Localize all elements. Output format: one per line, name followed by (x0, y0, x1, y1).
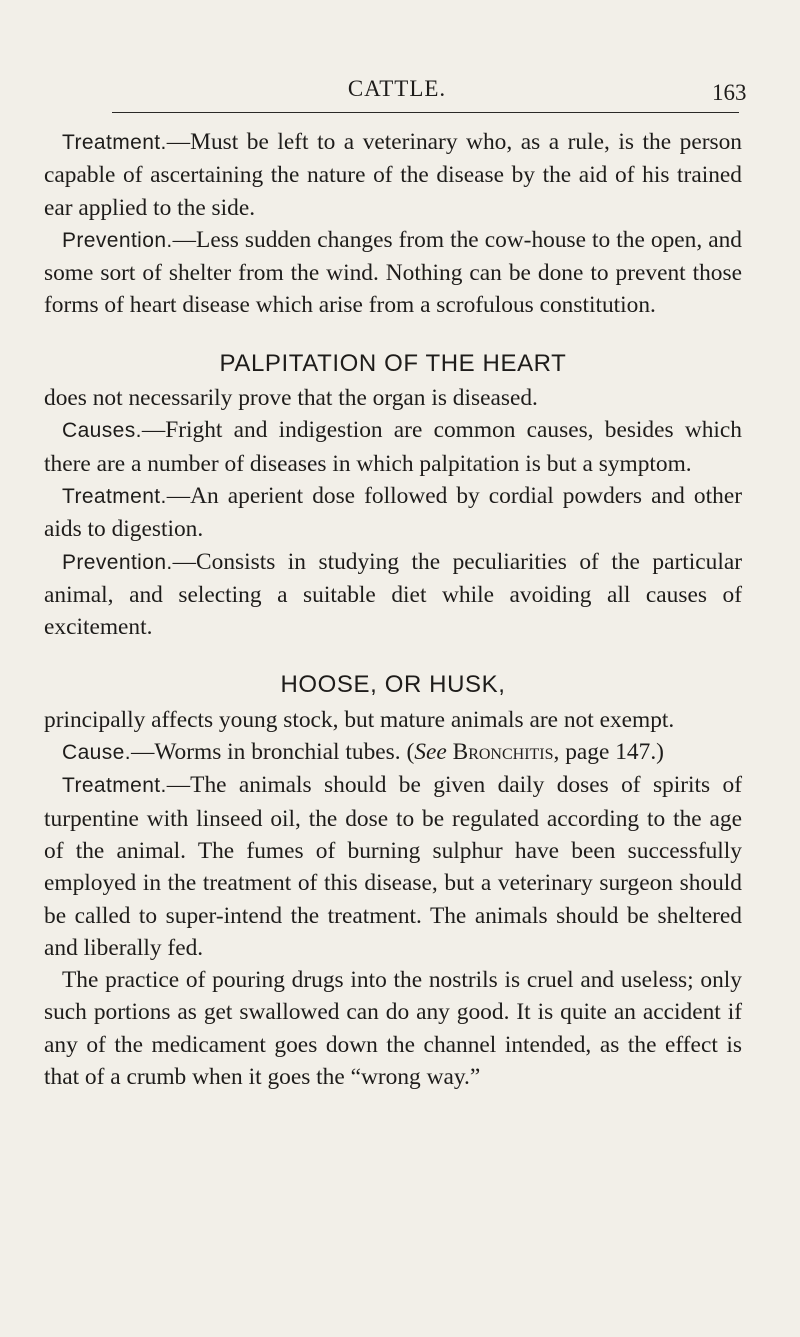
running-head (112, 76, 682, 102)
cause-label: Cause. (62, 741, 131, 765)
prevention-text: —Less sudden changes from the cow-house to the open, and some sort of shelter from the wind. Nothing can be done to prevent those forms of heart disease which arise from a scrofulous constitution. (44, 226, 742, 319)
treatment-text: —An aperient dose followed by cordial powders and other aids to digestion. (44, 482, 742, 543)
treatment-label: Treatment. (62, 131, 167, 154)
section-heading-hoose: HOOSE, OR HUSK, (280, 671, 506, 699)
bronchitis-reference: Bronchitis (452, 739, 554, 766)
causes-text: —Fright and indigestion are common causes, besides which there are a number of diseases in which palpitation is but a symptom. (44, 417, 742, 477)
paragraph-treatment-palpitation (44, 480, 742, 546)
paragraph-treatment-heart (44, 126, 742, 224)
page-reference: , page 147.) (553, 739, 664, 766)
page-number: 163 (712, 80, 747, 105)
prevention-label: Prevention. (62, 550, 173, 574)
paragraph-palpitation-intro: does not necessarily prove that the organ is diseased. (44, 385, 538, 412)
treatment-text: —The animals should be given daily doses of spirits of turpentine with linseed oil, the dose to be regulated according to the age of the animal. The fumes of burning sulphur have been successfully employed in the treatment of this disease, but a veterinary surgeon should be called to super-intend the treatment. The animals should be sheltered and liberally fed. (44, 772, 742, 961)
see-reference: See (414, 739, 447, 766)
treatment-label: Treatment. (62, 774, 167, 798)
prevention-text: —Consists in studying the peculiarities of the particular animal, and selecting a suitable diet while avoiding all causes of excitement. (44, 548, 742, 641)
body-text (44, 126, 742, 1093)
prevention-label: Prevention. (62, 228, 173, 252)
paragraph-prevention-heart (44, 224, 742, 322)
paragraph-cause (44, 736, 742, 769)
header-rule (112, 112, 739, 113)
treatment-text: —Must be left to a veterinary who, as a rule, is the person capable of ascertaining the nature of the disease by the aid of his trained ear applied to the side. (44, 129, 742, 221)
paragraph-hoose-intro: principally affects young stock, but mature animals are not exempt. (44, 706, 675, 733)
paragraph-prevention-palpitation (44, 546, 742, 644)
paragraph-causes (44, 414, 742, 480)
treatment-label: Treatment. (62, 484, 167, 508)
running-title: CATTLE. (347, 76, 447, 101)
paragraph-closing: The practice of pouring drugs into the nostrils is cruel and useless; only such portions as get swallowed can do any good. It is quite an accident if any of the medicament goes down the channel intended, as the effect is that of a crumb when it goes the “wrong way.” (44, 967, 742, 1091)
paragraph-treatment-hoose (44, 769, 742, 964)
causes-label: Causes. (62, 419, 142, 443)
section-heading-palpitation: PALPITATION OF THE HEART (219, 349, 567, 377)
cause-text: —Worms in bronchial tubes. ( (130, 739, 415, 766)
